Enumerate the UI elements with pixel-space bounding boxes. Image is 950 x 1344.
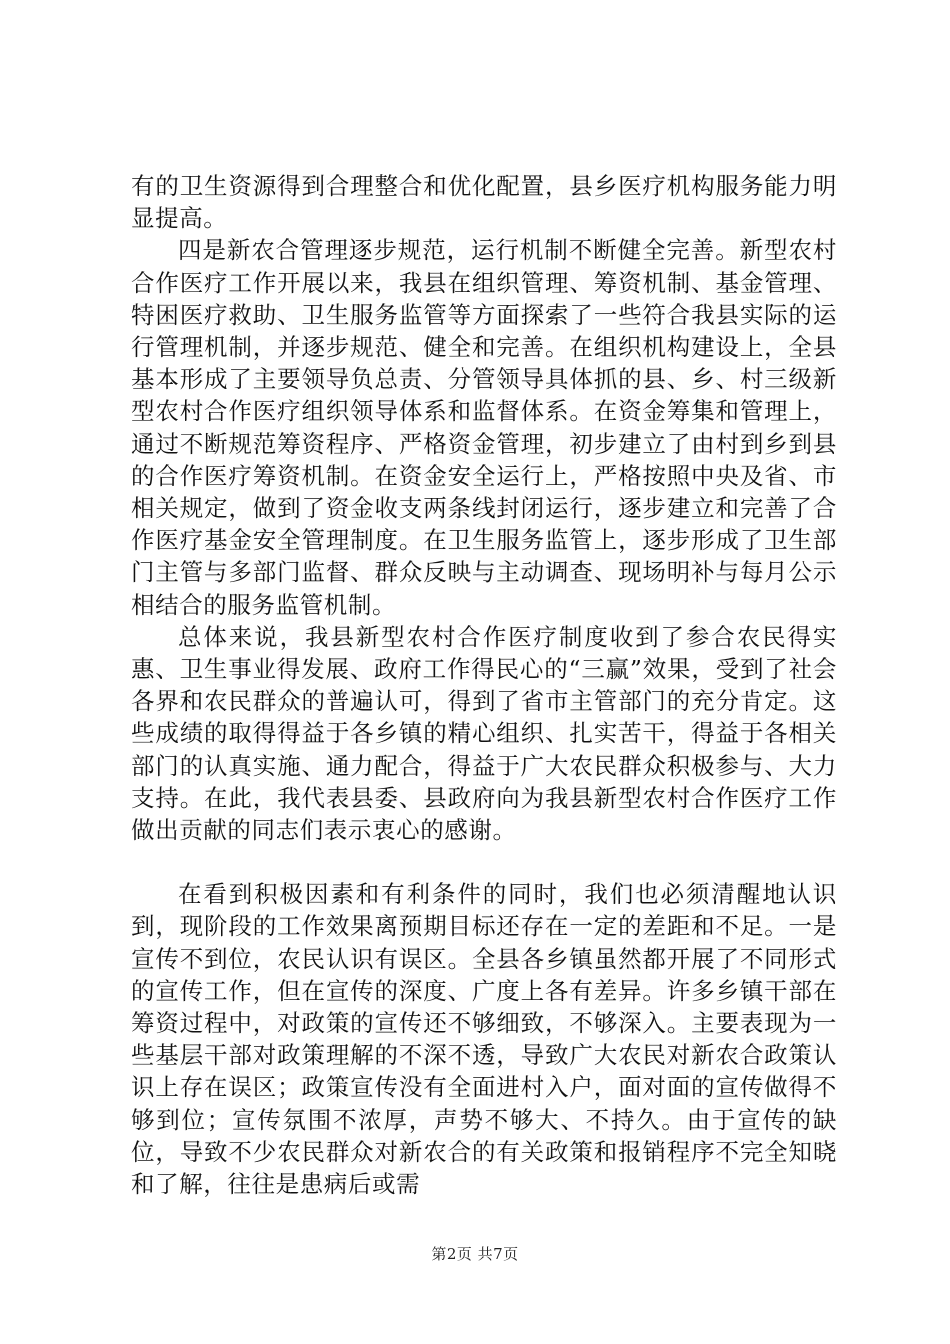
document-body — [131, 170, 837, 1200]
page-number-footer: 第2页 共7页 — [431, 1245, 519, 1263]
paragraph-continuation: 有的卫生资源得到合理整合和优化配置，县乡医疗机构服务能力明显提高。 — [131, 172, 837, 233]
paragraph-summary: 总体来说，我县新型农村合作医疗制度收到了参合农民得实惠、卫生事业得发展、政府工作得民心的“三赢”效果，受到了社会各界和农民群众的普遍认可，得到了省市主管部门的充分肯定。这些成绩的取得得益于各乡镇的精心组织、扎实苦干，得益于各相关部门的认真实施、通力配合，得益于广大农民群众积极参与、大力支持。在此，我代表县委、县政府向为我县新型农村合作医疗工作做出贡献的同志们表示衷心的感谢。 — [131, 622, 837, 845]
paragraph-management: 四是新农合管理逐步规范，运行机制不断健全完善。新型农村合作医疗工作开展以来，我县在组织管理、筹资机制、基金管理、特困医疗救助、卫生服务监管等方面探索了一些符合我县实际的运行管理机制，并逐步规范、健全和完善。在组织机构建设上，全县基本形成了主要领导负总责、分管领导具体抓的县、乡、村三级新型农村合作医疗组织领导体系和监督体系。在资金筹集和管理上，通过不断规范筹资程序、严格资金管理，初步建立了由村到乡到县的合作医疗筹资机制。在资金安全运行上，严格按照中央及省、市相关规定，做到了资金收支两条线封闭运行，逐步建立和完善了合作医疗基金安全管理制度。在卫生服务监管上，逐步形成了卫生部门主管与多部门监督、群众反映与主动调查、现场明补与每月公示相结合的服务监管机制。 — [131, 236, 837, 619]
paragraph-shortcomings: 在看到积极因素和有利条件的同时，我们也必须清醒地认识到，现阶段的工作效果离预期目标还存在一定的差距和不足。一是宣传不到位，农民认识有误区。全县各乡镇虽然都开展了不同形式的宣传工作，但在宣传的深度、广度上各有差异。许多乡镇干部在筹资过程中，对政策的宣传还不够细致，不够深入。主要表现为一些基层干部对政策理解的不深不透，导致广大农民对新农合政策认识上存在误区；政策宣传没有全面进村入户，面对面的宣传做得不够到位；宣传氛围不浓厚，声势不够大、不持久。由于宣传的缺位，导致不少农民群众对新农合的有关政策和报销程序不完全知晓和了解，往往是患病后或需 — [131, 880, 837, 1199]
